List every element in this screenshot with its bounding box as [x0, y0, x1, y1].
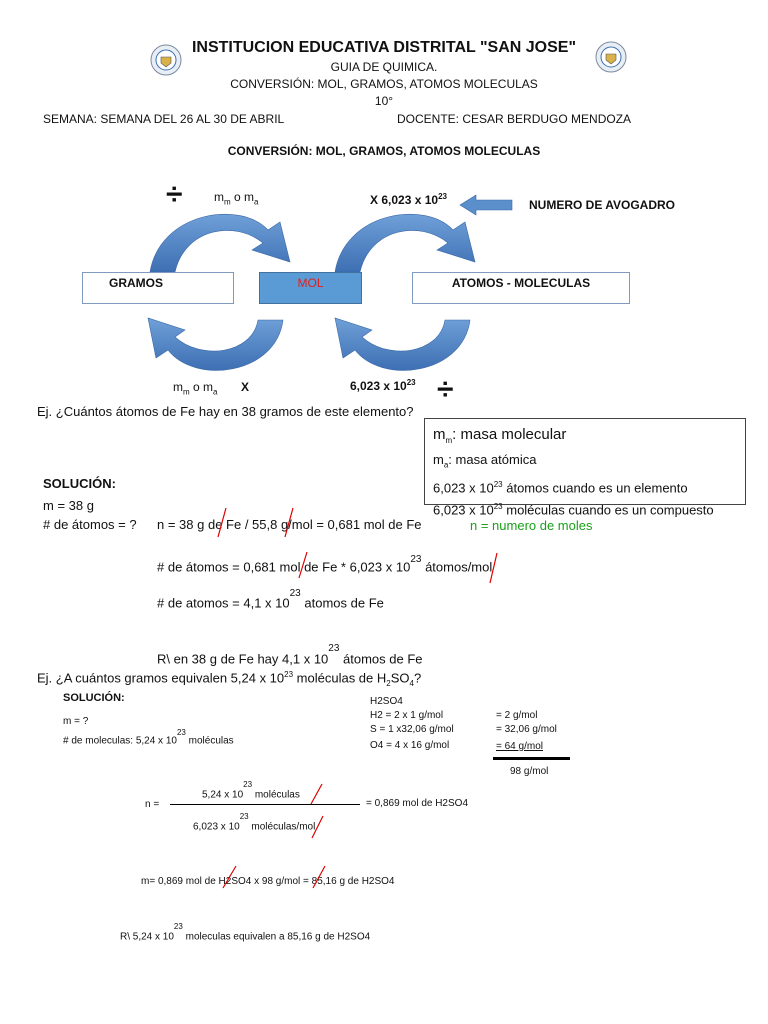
- example1-question: Ej. ¿Cuántos átomos de Fe hay en 38 gramos de este elemento?: [37, 404, 414, 419]
- example2-question: Ej. ¿A cuántos gramos equivalen 5,24 x $10^{23}$ moléculas de $H_2SO_4$?: [37, 670, 422, 688]
- grade: 10°: [374, 94, 394, 108]
- example2-s-line: S = 1 x32,06 g/mol: [370, 724, 454, 735]
- example2-formula: H2SO4: [370, 696, 403, 707]
- example2-answer: R\ 5,24 x $10^{23}$ moleculas equivalen a 85,16 g de H2SO4: [120, 922, 371, 943]
- divide-symbol-bottom: ÷: [437, 373, 454, 406]
- example1-solution-label: SOLUCIÓN:: [43, 476, 116, 491]
- avogadro-label: NUMERO DE AVOGADRO: [529, 198, 676, 212]
- example1-n-calc: n = 38 g de Fe / 55,8 g/mol = 0,681 mol de Fe: [157, 517, 422, 532]
- box-atomos-moleculas: ATOMOS - MOLECULAS: [412, 272, 630, 304]
- example2-o-line: O4 = 4 x 16 g/mol: [370, 740, 450, 751]
- week-label: SEMANA: SEMANA DEL 26 AL 30 DE ABRIL: [43, 112, 285, 126]
- mass-label-bottom: $m_m$ o $m_a$: [173, 380, 218, 397]
- example1-n-note: n = numero de moles: [470, 518, 593, 533]
- section-title: CONVERSIÓN: MOL, GRAMOS, ATOMOS MOLECULAS: [227, 144, 541, 158]
- example2-h-val: = 2 g/mol: [496, 710, 538, 721]
- example2-numerator: 5,24 x $10^{23}$ moléculas: [202, 780, 300, 801]
- avogadro-bottom: 6,023 x $10^{23}$: [350, 378, 416, 393]
- example2-o-val: = 64 g/mol: [496, 741, 543, 752]
- example2-h-line: H2 = 2 x 1 g/mol: [370, 710, 444, 721]
- example1-atoms-unknown: # de átomos = ?: [43, 517, 137, 532]
- guide-subtitle: GUIA DE QUIMICA.: [330, 60, 438, 74]
- mass-label-top: $m_m$ o $m_a$: [214, 190, 259, 207]
- legend-box: $m_m$: masa molecular $m_a$: masa atómica 6,023 x $10^{23}$ átomos cuando es un elemento 6,023 x $10^{23}$ moléculas cuando es un compuesto: [424, 418, 746, 505]
- box-mol: MOL: [259, 272, 362, 304]
- times-bottom: X: [241, 380, 250, 394]
- example1-atoms-result: # de atomos = 4,1 x $10^{23}$ atomos de Fe: [157, 588, 384, 611]
- example1-atoms-calc: # de átomos = 0,681 mol de Fe * 6,023 x $10^{23}$ átomos/mol: [157, 554, 493, 575]
- example1-answer: R\ en 38 g de Fe hay 4,1 x $10^{23}$ átomos de Fe: [157, 643, 423, 667]
- example2-n-result: = 0,869 mol de H2SO4: [366, 798, 469, 809]
- example2-total: 98 g/mol: [510, 766, 549, 777]
- page-title: INSTITUCION EDUCATIVA DISTRITAL "SAN JOSE": [191, 39, 577, 56]
- divide-symbol-top: ÷: [166, 178, 183, 211]
- example1-m-given: m = 38 g: [43, 498, 94, 513]
- example2-n-label: n =: [145, 799, 160, 810]
- guide-topic: CONVERSIÓN: MOL, GRAMOS, ATOMOS MOLECULAS: [230, 77, 538, 91]
- example2-s-val: = 32,06 g/mol: [496, 724, 557, 735]
- example2-mass-calc: m= 0,869 mol de H2SO4 x 98 g/mol = 85,16 g de H2SO4: [141, 876, 395, 887]
- example2-denominator: 6,023 x $10^{23}$ moléculas/mol: [193, 812, 316, 833]
- example2-molecules-given: # de moleculas: 5,24 x $10^{23}$ moléculas: [63, 728, 234, 747]
- box-gramos: GRAMOS: [82, 272, 234, 304]
- example2-solution-label: SOLUCIÓN:: [63, 692, 125, 704]
- teacher-label: DOCENTE: CESAR BERDUGO MENDOZA: [397, 112, 632, 126]
- times-avogadro-top: X 6,023 x $10^{23}$: [370, 192, 447, 207]
- example2-m-unknown: m = ?: [63, 716, 89, 727]
